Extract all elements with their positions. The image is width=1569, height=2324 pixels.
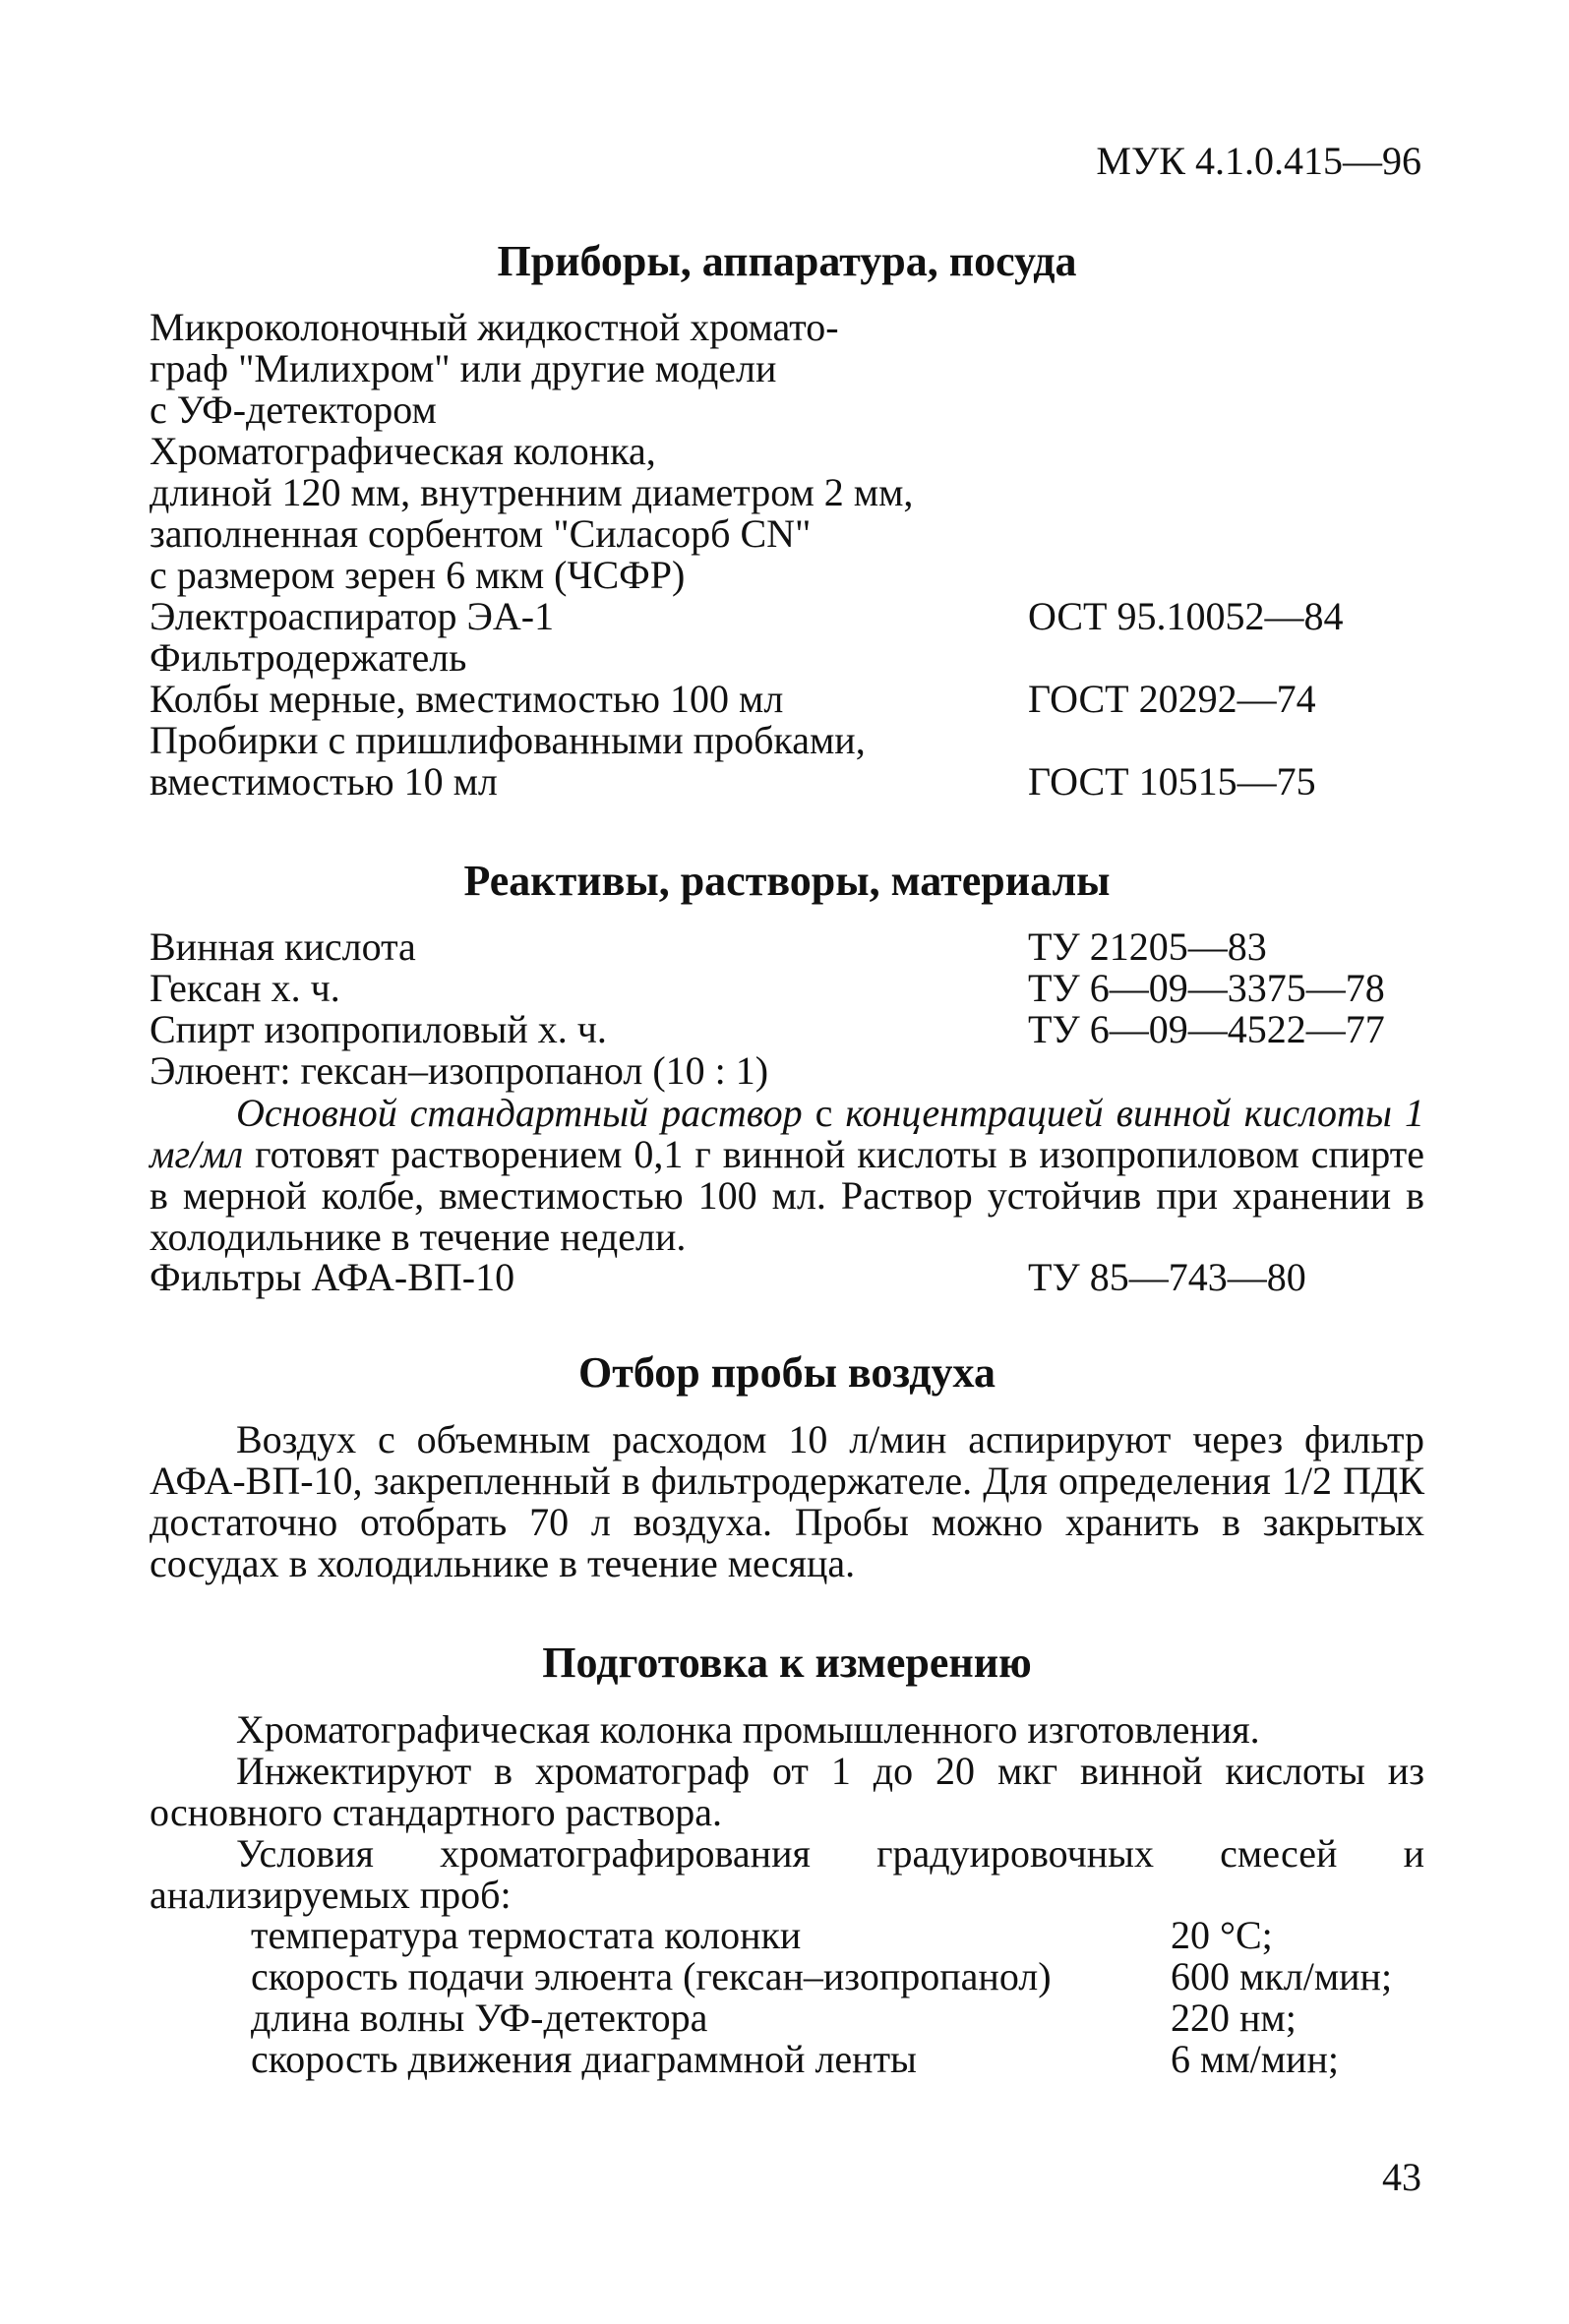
filters-standard: ТУ 85—743—80 xyxy=(1028,1255,1306,1299)
condition-label: скорость подачи элюента (гексан–изопропанол) xyxy=(251,1954,1052,1998)
condition-value: 600 мкл/мин; xyxy=(1171,1954,1393,1998)
reagent-name: Винная кислота xyxy=(150,924,416,969)
reagent-standard: ТУ 6—09—4522—77 xyxy=(1028,1007,1385,1051)
section-title-apparatus: Приборы, аппаратура, посуда xyxy=(497,237,1077,285)
stock-solution-term: Основной стандартный раствор xyxy=(236,1091,803,1135)
apparatus-line: Пробирки с пришлифованными пробками, xyxy=(150,718,866,762)
condition-label: длина волны УФ-детектора xyxy=(251,1996,708,2040)
preparation-paragraph: Условия хроматографирования градуировочных смесей и анализируемых проб: xyxy=(150,1831,1424,1917)
apparatus-standard: ОСТ 95.10052—84 xyxy=(1028,594,1344,638)
stock-solution-paragraph xyxy=(150,1093,1424,1258)
condition-value: 6 мм/мин; xyxy=(1171,2037,1339,2081)
section-title-preparation: Подготовка к измерению xyxy=(542,1639,1032,1687)
apparatus-line: вместимостью 10 мл xyxy=(150,759,498,804)
condition-label: температура термостата колонки xyxy=(251,1913,802,1957)
stock-solution-concentration: концентрацией винной кислоты 1 мг/мл xyxy=(150,1091,1424,1176)
apparatus-line: Электроаспиратор ЭА-1 xyxy=(150,594,555,638)
reagent-name: Гексан х. ч. xyxy=(150,966,340,1010)
stock-solution-text: готовят растворением 0,1 г винной кислоты в изопропиловом спирте в мерной колбе, вместимостью 100 мл. Раствор устойчив при хранении в холодильнике в течение недели. xyxy=(150,1132,1424,1259)
apparatus-line: Микроколоночный жидкостной хромато- xyxy=(150,305,839,349)
condition-label: скорость движения диаграммной ленты xyxy=(251,2037,917,2081)
apparatus-standard: ГОСТ 20292—74 xyxy=(1028,677,1316,721)
page-number: 43 xyxy=(1382,2155,1421,2199)
reagent-name: Спирт изопропиловый х. ч. xyxy=(150,1007,607,1051)
section-title-reagents: Реактивы, растворы, материалы xyxy=(463,857,1111,905)
stock-solution-connector: с xyxy=(802,1091,846,1135)
apparatus-line: Фильтродержатель xyxy=(150,635,467,680)
eluent-line: Элюент: гексан–изопропанол (10 : 1) xyxy=(150,1048,769,1093)
section-title-sampling: Отбор пробы воздуха xyxy=(578,1348,996,1397)
apparatus-line: с размером зерен 6 мкм (ЧСФР) xyxy=(150,553,686,597)
sampling-paragraph: Воздух с объемным расходом 10 л/мин аспирируют через фильтр АФА-ВП-10, закрепленный в фильтродержателе. Для определения 1/2 ПДК достаточно отобрать 70 л воздуха. Пробы можно хранить в закрытых сосудах в холодильнике в течение месяца. xyxy=(150,1417,1424,1585)
apparatus-standard: ГОСТ 10515—75 xyxy=(1028,759,1316,804)
apparatus-line: заполненная сорбентом "Силасорб CN" xyxy=(150,511,812,556)
preparation-paragraph: Инжектируют в хроматограф от 1 до 20 мкг винной кислоты из основного стандартного раствора. xyxy=(150,1749,1424,1834)
apparatus-line: граф "Милихром" или другие модели xyxy=(150,346,777,390)
filters-name: Фильтры АФА-ВП-10 xyxy=(150,1255,515,1299)
reagent-standard: ТУ 6—09—3375—78 xyxy=(1028,966,1385,1010)
apparatus-line: длиной 120 мм, внутренним диаметром 2 мм, xyxy=(150,470,914,514)
condition-value: 220 нм; xyxy=(1171,1996,1297,2040)
apparatus-line: Колбы мерные, вместимостью 100 мл xyxy=(150,677,784,721)
preparation-paragraph: Хроматографическая колонка промышленного изготовления. xyxy=(236,1707,1260,1752)
condition-value: 20 °С; xyxy=(1171,1913,1273,1957)
reagent-standard: ТУ 21205—83 xyxy=(1028,924,1267,969)
apparatus-line: Хроматографическая колонка, xyxy=(150,429,656,473)
apparatus-line: с УФ-детектором xyxy=(150,387,437,432)
document-code: МУК 4.1.0.415—96 xyxy=(1096,139,1421,183)
